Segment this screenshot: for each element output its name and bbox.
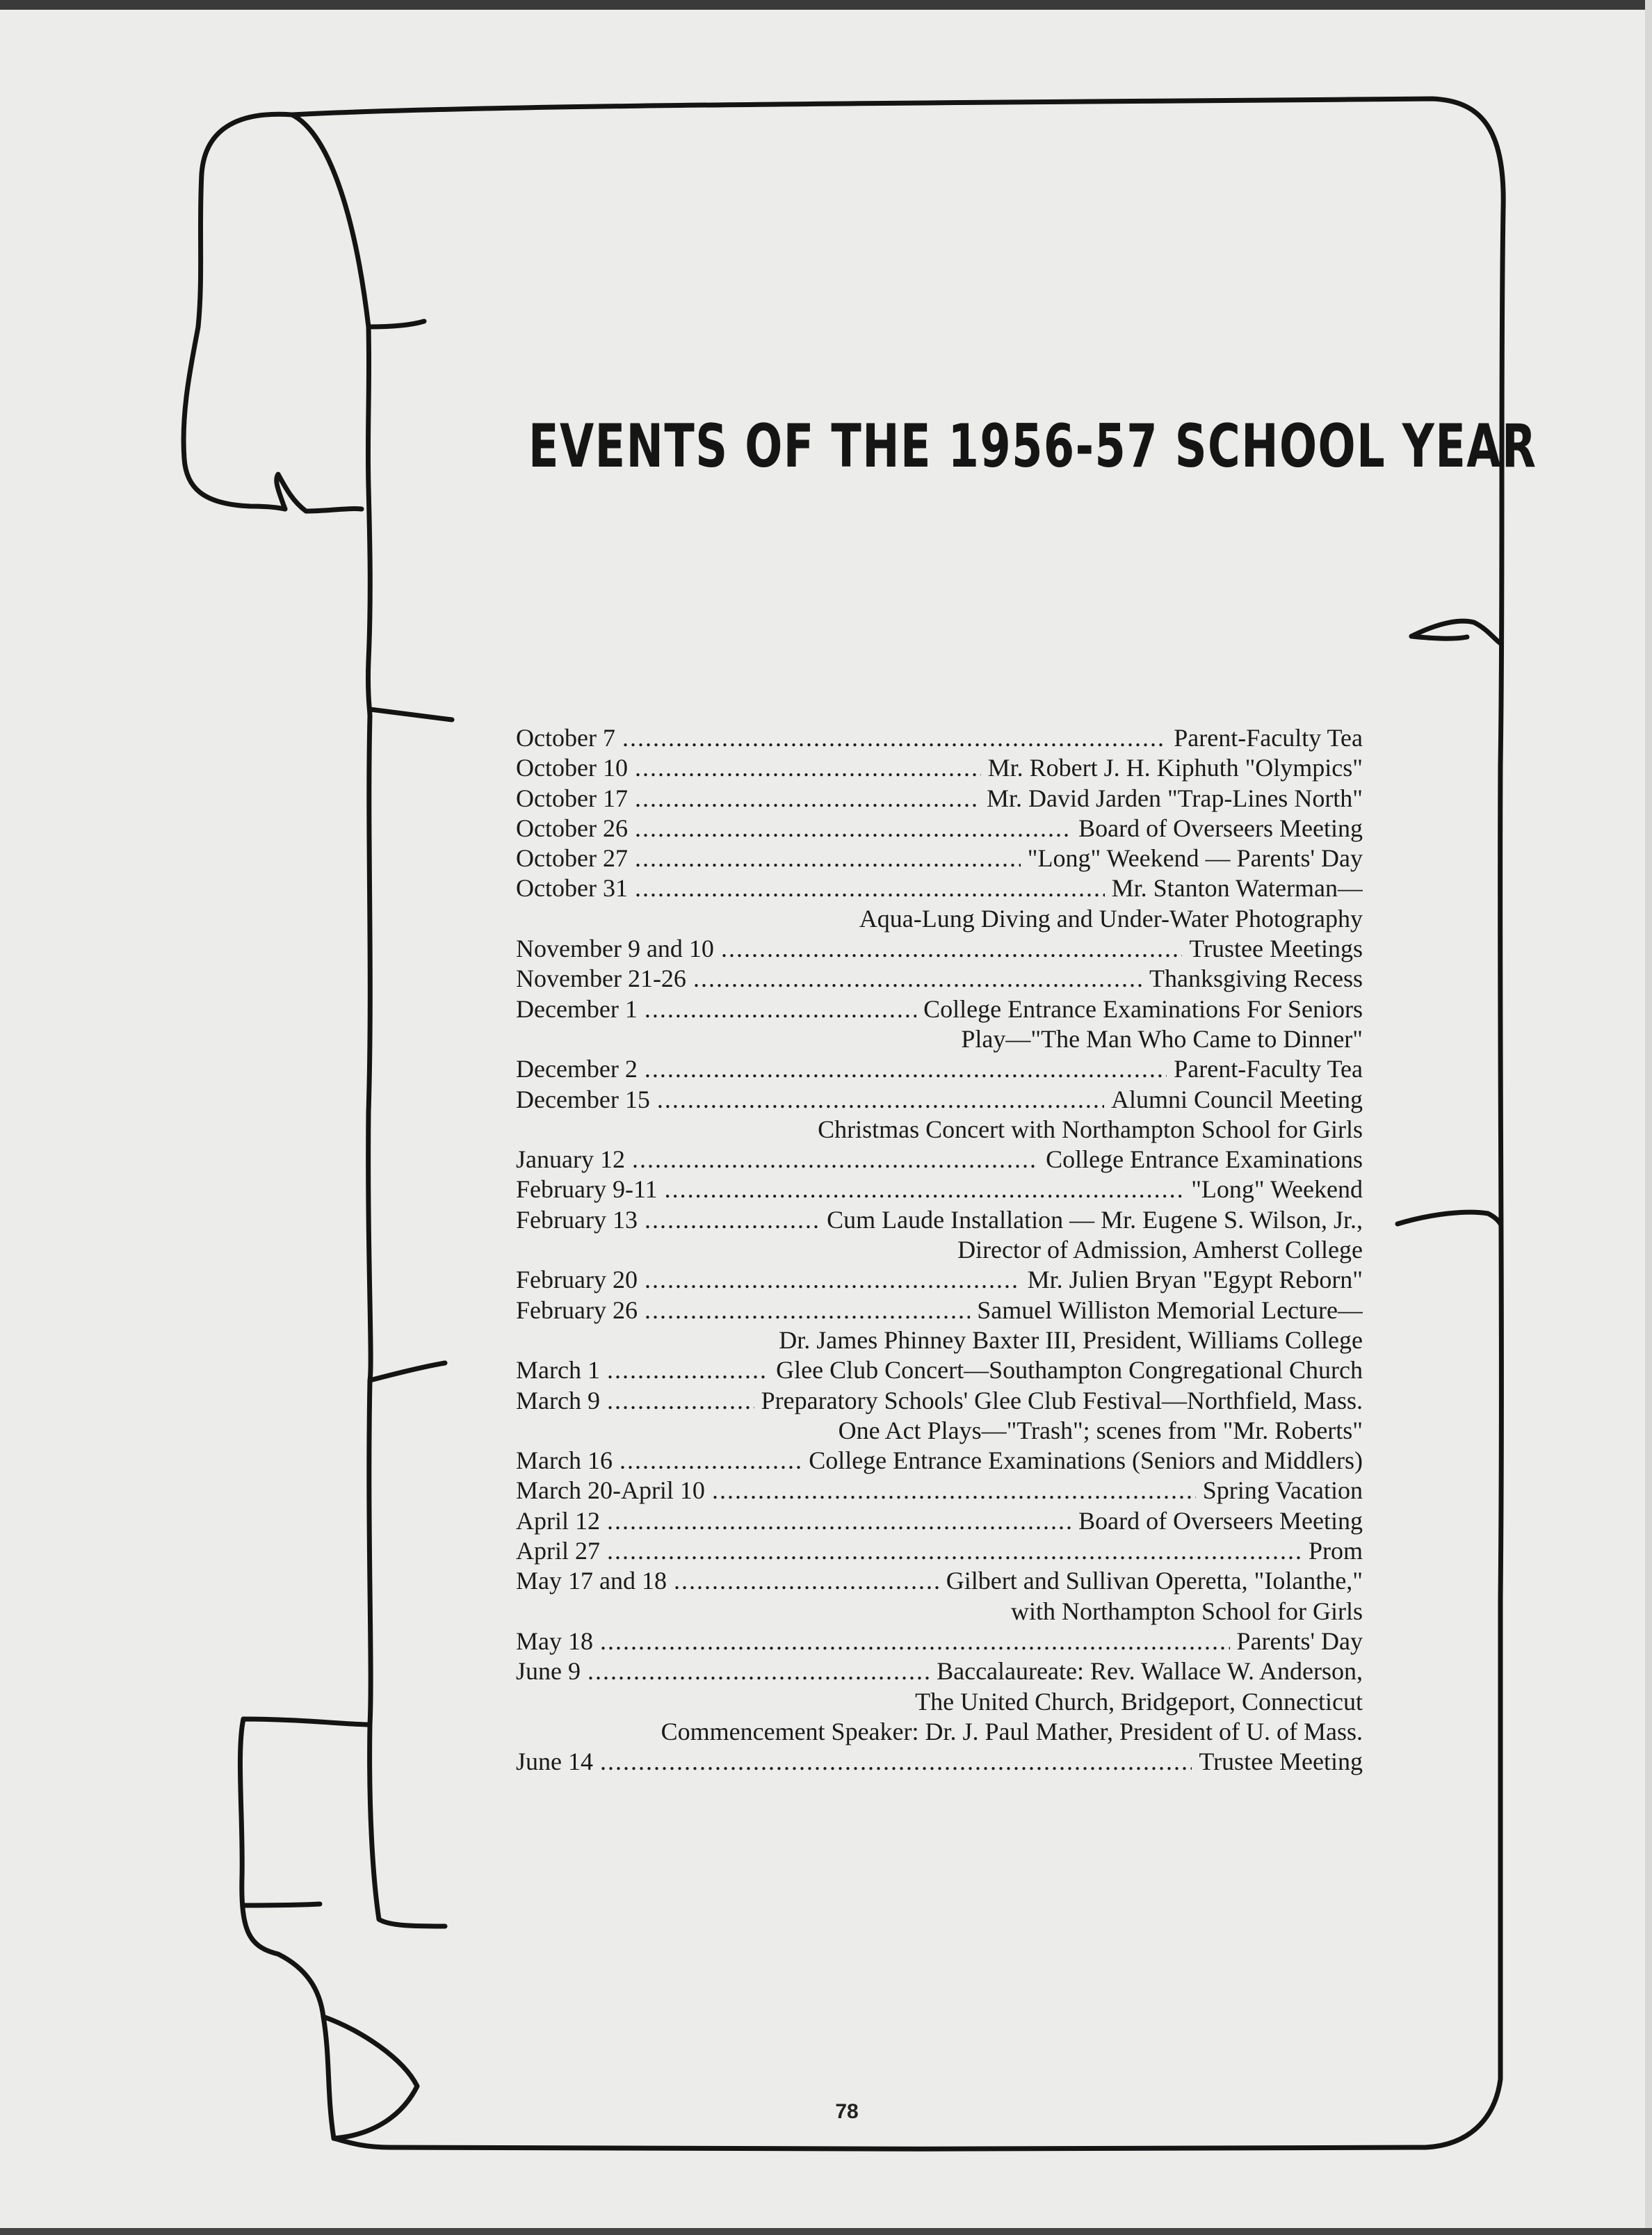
- event-date: May 17 and 18: [516, 1567, 667, 1595]
- dot-leader: [632, 1145, 1039, 1175]
- dot-leader: [600, 1747, 1192, 1777]
- dot-leader: [635, 784, 980, 814]
- event-description: Preparatory Schools' Glee Club Festival—Northfield, Mass.: [761, 1386, 1363, 1414]
- event-row: [516, 1506, 1363, 1536]
- event-date: December 1: [516, 994, 638, 1023]
- event-continuation-line: One Act Plays—"Trash"; scenes from "Mr. Roberts": [838, 1416, 1363, 1444]
- event-description: Prom: [1308, 1537, 1363, 1565]
- event-row: [516, 964, 1363, 994]
- dot-leader: [674, 1566, 939, 1596]
- event-row: [516, 1627, 1363, 1656]
- event-row: [516, 723, 1363, 753]
- dot-leader: [645, 1205, 820, 1235]
- event-description: College Entrance Examinations: [1046, 1145, 1363, 1174]
- dot-leader: [607, 1386, 754, 1416]
- event-date: February 13: [516, 1205, 638, 1234]
- event-row: [516, 1205, 1363, 1235]
- event-continuation-line: Aqua-Lung Diving and Under-Water Photography: [859, 904, 1363, 933]
- event-description: Baccalaureate: Rev. Wallace W. Anderson,: [937, 1657, 1363, 1686]
- event-row: [516, 1536, 1363, 1566]
- event-description: Cum Laude Installation — Mr. Eugene S. Wilson, Jr.,: [827, 1205, 1363, 1234]
- dot-leader: [622, 723, 1167, 753]
- dot-leader: [645, 1054, 1167, 1084]
- event-date: February 20: [516, 1266, 638, 1294]
- event-row: [516, 1265, 1363, 1295]
- event-date: June 9: [516, 1657, 581, 1686]
- event-description: Board of Overseers Meeting: [1078, 1506, 1363, 1535]
- event-description: "Long" Weekend — Parents' Day: [1027, 844, 1363, 873]
- event-date: April 27: [516, 1537, 600, 1565]
- event-row: [516, 1145, 1363, 1175]
- event-date: March 16: [516, 1446, 613, 1475]
- page-title: EVENTS OF THE 1956-57 SCHOOL YEAR: [528, 412, 1537, 481]
- event-row: [516, 1175, 1363, 1204]
- event-row: [516, 994, 1363, 1024]
- event-continuation-line: with Northampton School for Girls: [1011, 1597, 1363, 1625]
- event-description: Samuel Williston Memorial Lecture—: [977, 1296, 1363, 1324]
- event-row: [516, 1085, 1363, 1115]
- event-row: [516, 1296, 1363, 1325]
- event-date: November 9 and 10: [516, 935, 714, 963]
- event-date: November 21-26: [516, 965, 686, 993]
- page-number: 78: [835, 2100, 859, 2123]
- event-continuation-line: The United Church, Bridgeport, Connecticut: [915, 1687, 1363, 1716]
- event-continuation-line: Christmas Concert with Northampton School for Girls: [818, 1115, 1363, 1143]
- event-row: [516, 873, 1363, 903]
- event-description: Spring Vacation: [1202, 1476, 1363, 1505]
- dot-leader: [721, 934, 1182, 964]
- event-continuation-line: Commencement Speaker: Dr. J. Paul Mather, President of U. of Mass.: [661, 1717, 1363, 1745]
- event-description: College Entrance Examinations For Seniors: [923, 994, 1363, 1023]
- dot-leader: [712, 1476, 1196, 1506]
- event-row: [516, 1054, 1363, 1084]
- dot-leader: [607, 1536, 1302, 1566]
- dot-leader: [620, 1446, 802, 1476]
- event-date: October 26: [516, 814, 628, 842]
- event-description: College Entrance Examinations (Seniors and Middlers): [809, 1446, 1363, 1475]
- event-description: "Long" Weekend: [1191, 1175, 1363, 1204]
- dot-leader: [645, 1265, 1021, 1295]
- event-date: February 26: [516, 1296, 638, 1324]
- dot-leader: [693, 964, 1142, 994]
- event-date: October 27: [516, 844, 628, 873]
- event-description: Board of Overseers Meeting: [1078, 814, 1363, 842]
- event-row: [516, 1566, 1363, 1596]
- dot-leader: [645, 1296, 970, 1325]
- event-date: March 1: [516, 1356, 600, 1385]
- event-row: [516, 1446, 1363, 1476]
- event-date: December 2: [516, 1055, 638, 1083]
- event-description: Trustee Meetings: [1189, 935, 1363, 963]
- event-continuation-line: Dr. James Phinney Baxter III, President, Williams College: [779, 1325, 1363, 1354]
- event-description: Thanksgiving Recess: [1149, 965, 1363, 993]
- event-date: October 17: [516, 784, 628, 812]
- event-description: Alumni Council Meeting: [1111, 1085, 1363, 1113]
- event-description: Parent-Faculty Tea: [1174, 1055, 1363, 1083]
- event-description: Gilbert and Sullivan Operetta, "Iolanthe,": [946, 1567, 1363, 1595]
- event-date: October 10: [516, 754, 628, 782]
- event-row: [516, 1747, 1363, 1777]
- event-row: [516, 814, 1363, 844]
- event-description: Mr. David Jarden "Trap-Lines North": [987, 784, 1363, 812]
- dot-leader: [607, 1506, 1071, 1536]
- event-date: March 20-April 10: [516, 1476, 705, 1505]
- event-description: Mr. Julien Bryan "Egypt Reborn": [1027, 1266, 1363, 1294]
- dot-leader: [665, 1175, 1185, 1204]
- dot-leader: [645, 994, 916, 1024]
- event-date: October 31: [516, 874, 628, 903]
- event-date: December 15: [516, 1085, 650, 1113]
- event-date: June 14: [516, 1748, 593, 1776]
- dot-leader: [657, 1085, 1104, 1115]
- event-row: [516, 1386, 1363, 1416]
- event-continuation-line: Play—"The Man Who Came to Dinner": [961, 1024, 1363, 1053]
- events-list: [516, 723, 1363, 1777]
- event-row: [516, 844, 1363, 873]
- dot-leader: [635, 873, 1105, 903]
- event-date: January 12: [516, 1145, 625, 1174]
- event-description: Mr. Stanton Waterman—: [1111, 874, 1363, 903]
- dot-leader: [600, 1627, 1230, 1656]
- event-description: Glee Club Concert—Southampton Congregational Church: [776, 1356, 1363, 1385]
- event-row: [516, 934, 1363, 964]
- event-description: Mr. Robert J. H. Kiphuth "Olympics": [987, 754, 1363, 782]
- dot-leader: [635, 753, 981, 783]
- event-row: [516, 1656, 1363, 1686]
- event-date: May 18: [516, 1627, 593, 1655]
- dot-leader: [635, 814, 1071, 844]
- dot-leader: [588, 1656, 930, 1686]
- dot-leader: [607, 1355, 769, 1385]
- event-date: February 9-11: [516, 1175, 658, 1204]
- event-row: [516, 1476, 1363, 1506]
- event-row: [516, 753, 1363, 783]
- event-date: October 7: [516, 724, 615, 752]
- event-description: Trustee Meeting: [1199, 1748, 1363, 1776]
- event-row: [516, 1355, 1363, 1385]
- event-description: Parent-Faculty Tea: [1174, 724, 1363, 752]
- event-row: [516, 784, 1363, 814]
- dot-leader: [635, 844, 1021, 873]
- event-continuation-line: Director of Admission, Amherst College: [957, 1236, 1363, 1264]
- event-date: April 12: [516, 1506, 600, 1535]
- event-description: Parents' Day: [1236, 1627, 1363, 1655]
- event-date: March 9: [516, 1386, 600, 1414]
